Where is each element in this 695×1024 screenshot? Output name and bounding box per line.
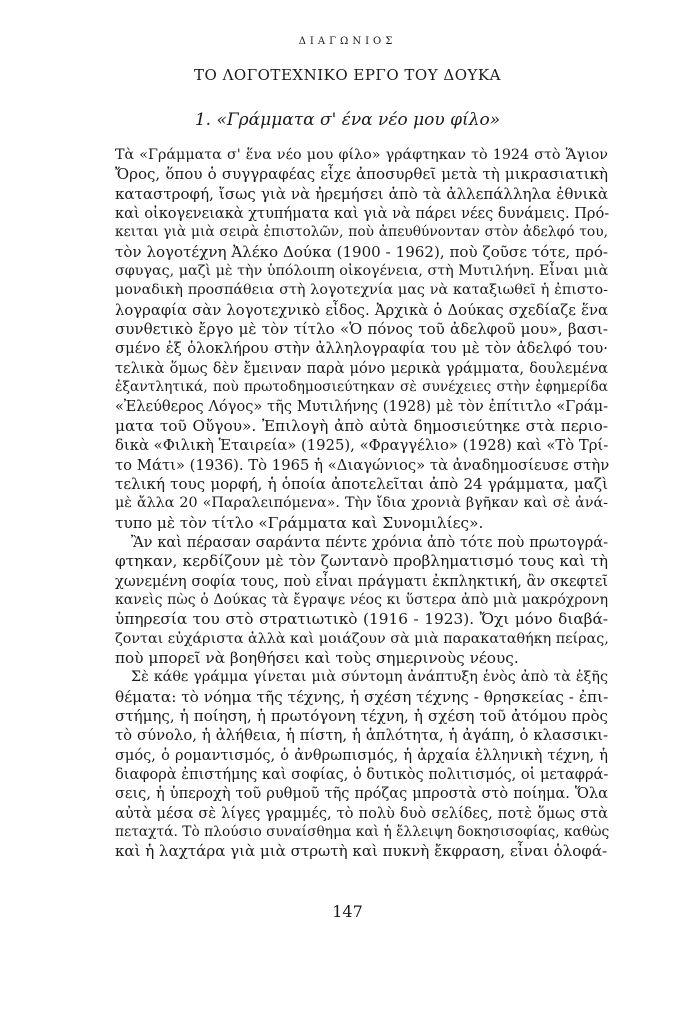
text-line: Τὰ «Γράμματα σ' ἕνα νέο μου φίλο» γράφτηκαν τὸ 1924 στὸ Ἅγιον [115,147,608,163]
body-text [115,146,608,862]
text-line: ἐξαντλητικά, ποὺ πρωτοδημοσιεύτηκαν σὲ συνέχειες στὴν ἐφημερίδα [115,379,608,396]
text-line: ματα τοῦ Οὔγου». Ἐπιλογὴ ἀπὸ αὐτὰ δημοσιεύτηκε στὰ περιο- [115,416,608,435]
text-line: χωνεμένη σοφία τους, ποὺ εἶναι πράγματι ἐκπληκτική, ἂν σκεφτεῖ [115,572,608,590]
text-line: αὐτὰ μέσα σὲ λίγες γραμμές, τὸ πολὺ δυὸ σελίδες, ποτὲ ὅμως στὰ [115,804,608,822]
text-line: το Μάτι» (1936). Τὸ 1965 ἡ «Διαγώνιος» τὰ ἀναδημοσίευσε στὴν [115,456,610,474]
text-line: σμός, ὁ ρομαντισμός, ὁ ἀνθρωπισμός, ἡ ἀρχαία ἑλληνικὴ τέχνη, ἡ [115,746,608,764]
text-line: ὑπηρεσία του στὸ στρατιωτικὸ (1916 - 1923). Ὄχι μόνο διαβά- [115,610,608,629]
text-line: Σὲ κάθε γράμμα γίνεται μιὰ σύντομη ἀνάπτυξη ἑνὸς ἀπὸ τὰ ἑξῆς [131,669,608,686]
text-line: δικὰ «Φιλικὴ Ἑταιρεία» (1925), «Φραγγέλιο» (1928) καὶ «Τὸ Τρί- [115,437,609,455]
text-line: ποὺ μπορεῖ νὰ βοηθήσει καὶ τοὺς σημερινοὺς νέους. [115,648,519,667]
text-line: πεταχτά. Τὸ πλούσιο συναίσθημα καὶ ἡ ἔλλειψη δοκησισοφίας, καθὼς [115,824,610,841]
text-line: τελικὰ ὅμως δὲν ἔμειναν παρὰ μόνο μερικὰ γράμματα, δουλεμένα [115,359,608,377]
text-line: διαφορὰ ἐπιστήμης καὶ σοφίας, ὁ δυτικὸς πολιτισμός, οἱ μεταφρά- [115,766,609,783]
text-line: Ὄρος, ὅπου ὁ συγγραφέας εἶχε ἀποσυρθεῖ μετὰ τὴ μικρασιατικὴ [115,165,608,184]
text-line: καὶ ἡ λαχτάρα γιὰ μιὰ στρωτὴ καὶ πυκνὴ ἔκφραση, εἶναι ὁλοφά- [115,842,608,861]
text-line: λογραφία σὰν λογοτεχνικὸ εἶδος. Ἀρχικὰ ὁ Δούκας σχεδίαζε ἕνα [115,301,608,319]
text-line: Ἂν καὶ πέρασαν σαράντα πέντε χρόνια ἀπὸ τότε ποὺ πρωτογρά- [131,533,608,551]
text-line: τὸ σύνολο, ἡ ἀλήθεια, ἡ πίστη, ἡ ἁπλότητα, ἡ ἀγάπη, ὁ κλασσικι- [115,727,608,745]
text-line: τυπο μὲ τὸν τίτλο «Γράμματα καὶ Συνομιλίες». [115,513,484,532]
text-line: «Ἐλεύθερος Λόγος» τῆς Μυτιλήνης (1928) μὲ τὸν ἐπίτιτλο «Γράμ- [115,398,608,416]
text-line: κανεὶς πὼς ὁ Δούκας τὰ ἔγραψε νέος κι ὕστερα ἀπὸ μιὰ μακρόχρονη [115,591,608,608]
page-number: 147 [332,902,363,921]
text-line: σεις, ἡ ὑπεροχὴ τοῦ ρυθμοῦ τῆς πρόζας μπροστὰ στὸ ποίημα. Ὅλα [115,785,608,803]
text-line: μὲ ἄλλα 20 «Παραλειπόμενα». Τὴν ἴδια χρονιὰ βγῆκαν καὶ σὲ ἀνά- [115,495,608,512]
text-line: φτηκαν, κερδίζουν μὲ τὸν ζωντανὸ προβληματισμό τους καὶ τὴ [115,552,608,571]
text-line: θέματα: τὸ νόημα τῆς τέχνης, ἡ σχέση τέχνης - θρησκείας - ἐπι- [115,687,609,706]
text-line: τὸν λογοτέχνη Ἀλέκο Δούκα (1900 - 1962), ποὺ ζοῦσε τότε, πρό- [115,242,608,261]
running-head: ΔΙΑΓΩΝΙΟΣ [298,36,397,47]
text-line: σφυγας, μαζὶ μὲ τὴν ὑπόλοιπη οἰκογένεια, στὴ Μυτιλήνη. Εἶναι μιὰ [115,263,609,280]
text-line: καταστροφή, ἴσως γιὰ νὰ ἠρεμήσει ἀπὸ τὰ ἀλλεπάλληλα ἐθνικὰ [115,184,608,203]
section-heading: 1. «Γράμματα σ' ένα νέο μου φίλο» [194,110,501,130]
text-line: τελική τους μορφή, ἡ ὁποία ἀποτελεῖται ἀπὸ 24 γράμματα, μαζὶ [115,474,608,493]
text-line: στήμης, ἡ ποίηση, ἡ πρωτόγονη τέχνη, ἡ σχέση τοῦ ἀτόμου πρὸς [115,706,608,725]
text-line: ζονται εὐχάριστα ἀλλὰ καὶ μοιάζουν σὰ μιὰ παρακαταθήκη πείρας, [115,630,609,647]
text-line: σμένο ἐξ ὁλοκλήρου στὴν ἀλληλογραφία του μὲ τὸν ἀδελφό του· [115,340,608,358]
text-line: καὶ οἰκογενειακὰ χτυπήματα καὶ γιὰ νὰ πάρει νέες δυνάμεις. Πρό- [115,205,610,223]
text-line: συνθετικὸ ἔργο μὲ τὸν τίτλο «Ὁ πόνος τοῦ ἀδελφοῦ μου», βασι- [115,320,608,339]
text-line: κειται γιὰ μιὰ σειρὰ ἐπιστολῶν, ποὺ ἀπευθύνονταν στὸν ἀδελφό του, [115,224,608,241]
article-title: ΤΟ ΛΟΓΟΤΕΧΝΙΚΟ ΕΡΓΟ ΤΟΥ ΔΟΥΚΑ [194,66,501,84]
text-line: μοναδικὴ προσπάθεια στὴ λογοτεχνία μας νὰ καταξιωθεῖ ἡ ἐπιστο- [115,282,608,299]
